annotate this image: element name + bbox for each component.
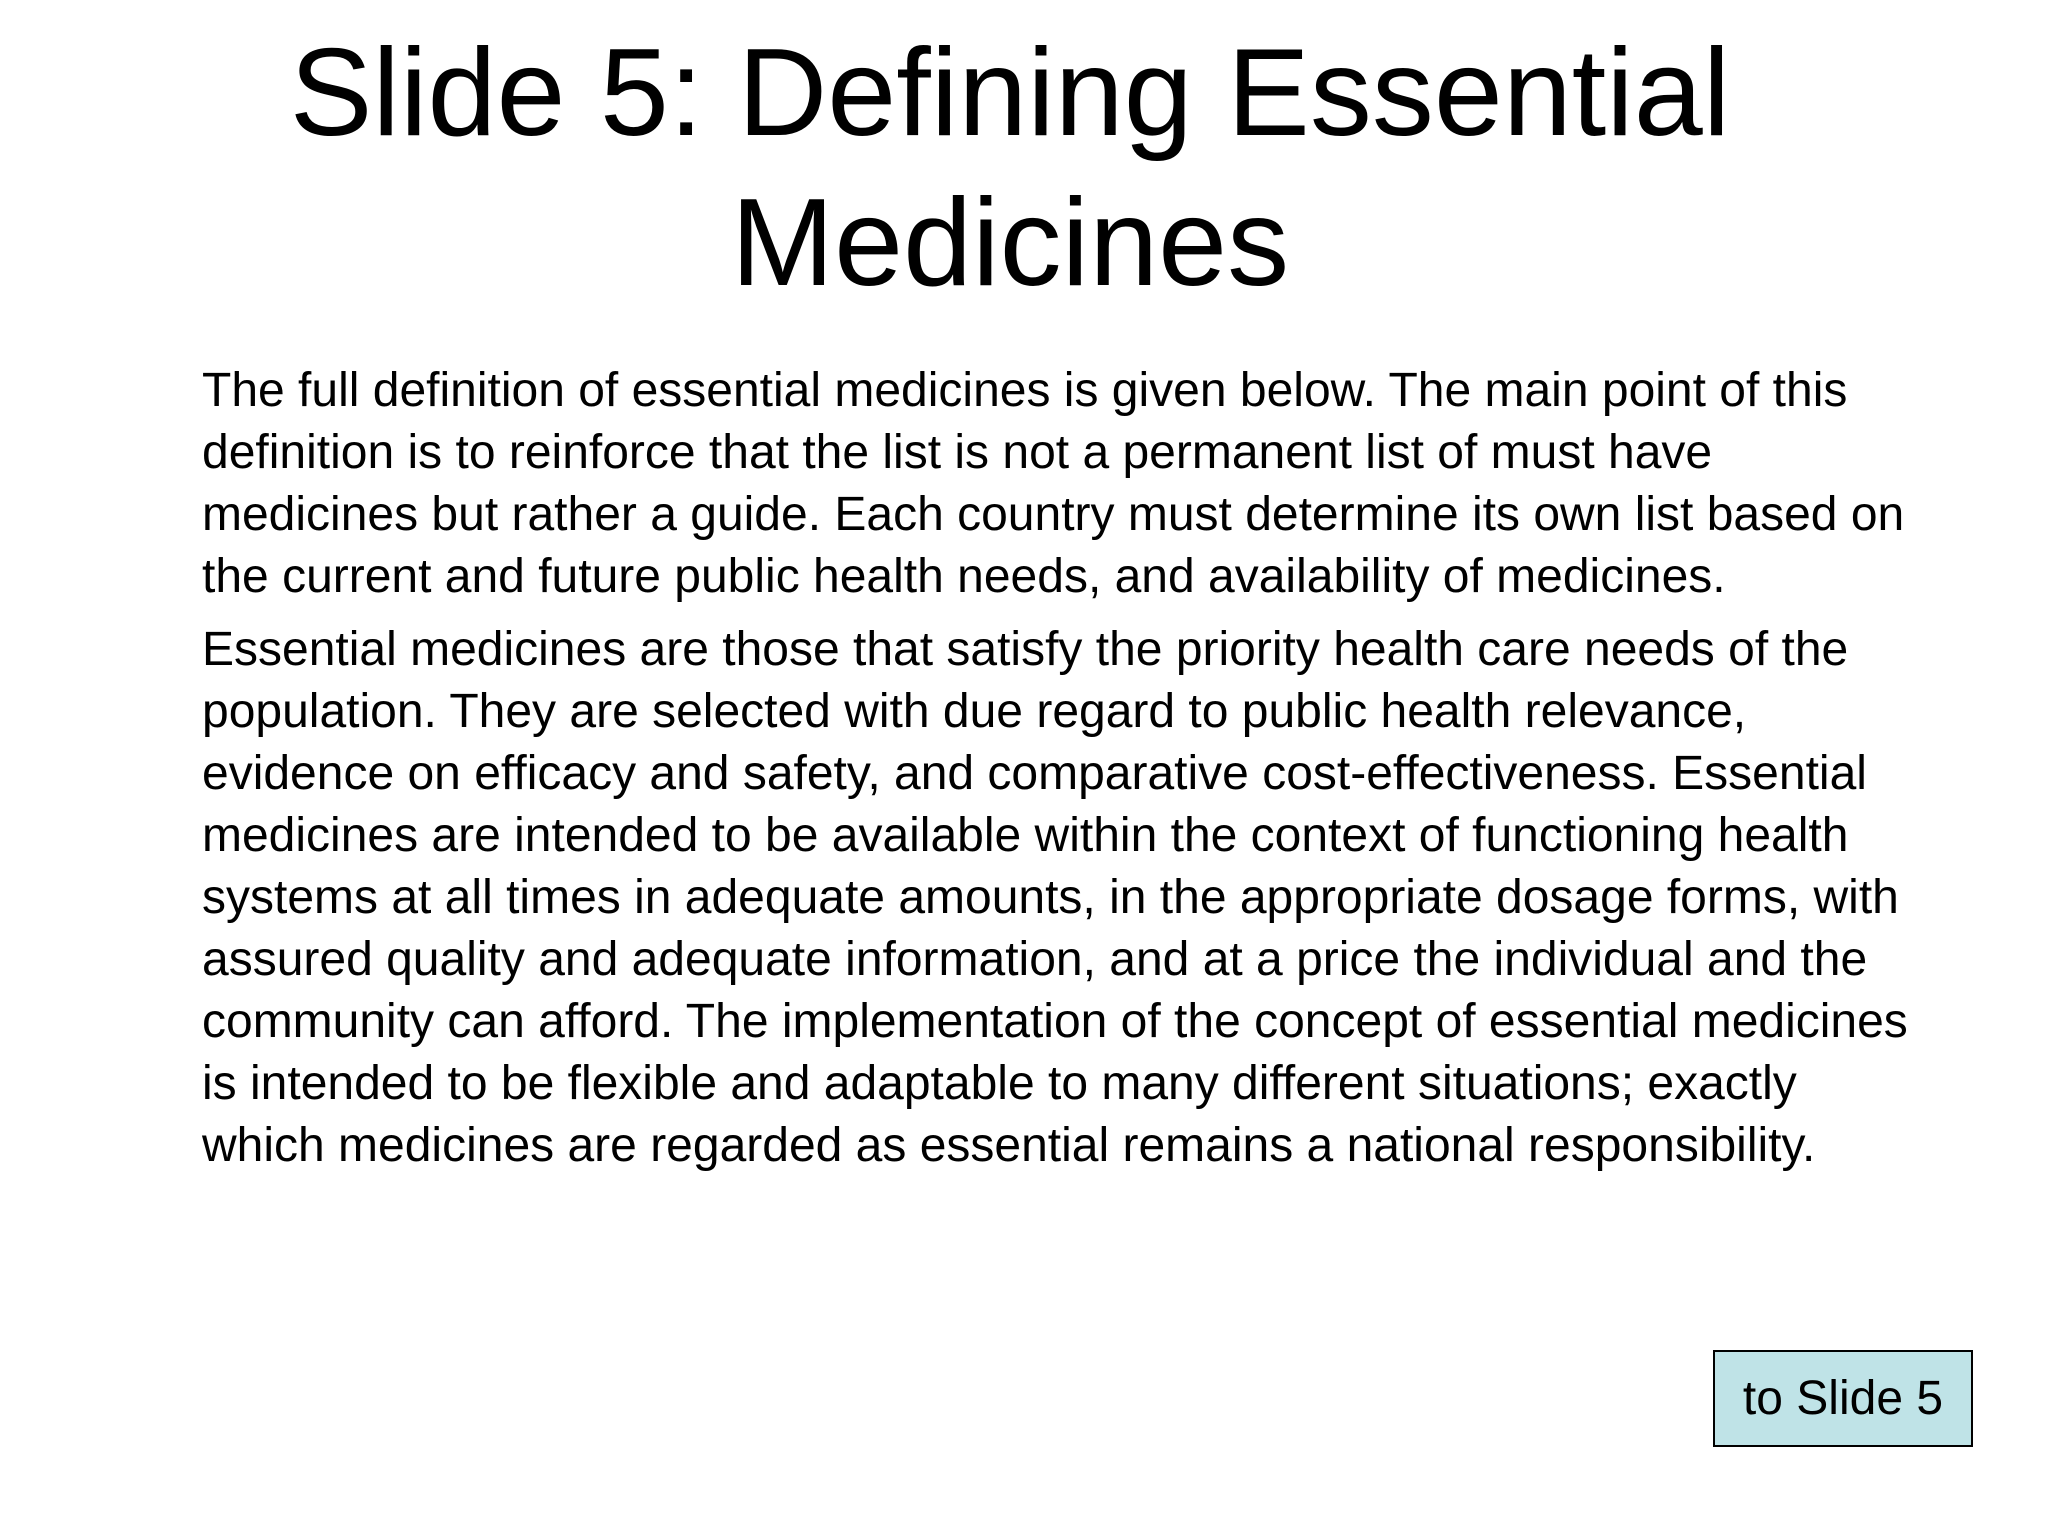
definition-paragraph: Essential medicines are those that satisfy the priority health care needs of the population. They are selected with due regard to public health relevance, evidence on efficacy and safety, and comparative cost-effectiveness. Essential medicines are intended to be available within the context of functioning health systems at all times in adequate amounts, in the appropriate dosage forms, with assured quality and adequate information, and at a price the individual and the community can afford. The implementation of the concept of essential medicines is intended to be flexible and adaptable to many different situations; exactly which medicines are regarded as essential remains a national responsibility. — [202, 623, 1908, 1172]
slide-title — [200, 18, 1820, 318]
intro-paragraph: The full definition of essential medicines is given below. The main point of this definition is to reinforce that the list is not a permanent list of must have medicines but rather a guide. Each country must determine its own list based on the current and future public health needs, and availability of medicines. — [202, 364, 1905, 603]
slide-title-line-1: Slide 5: Defining Essential — [289, 24, 1731, 162]
slide-body — [202, 360, 1922, 1188]
slide-title-line-2: Medicines — [730, 174, 1290, 312]
to-slide-5-button[interactable]: to Slide 5 — [1713, 1350, 1973, 1447]
